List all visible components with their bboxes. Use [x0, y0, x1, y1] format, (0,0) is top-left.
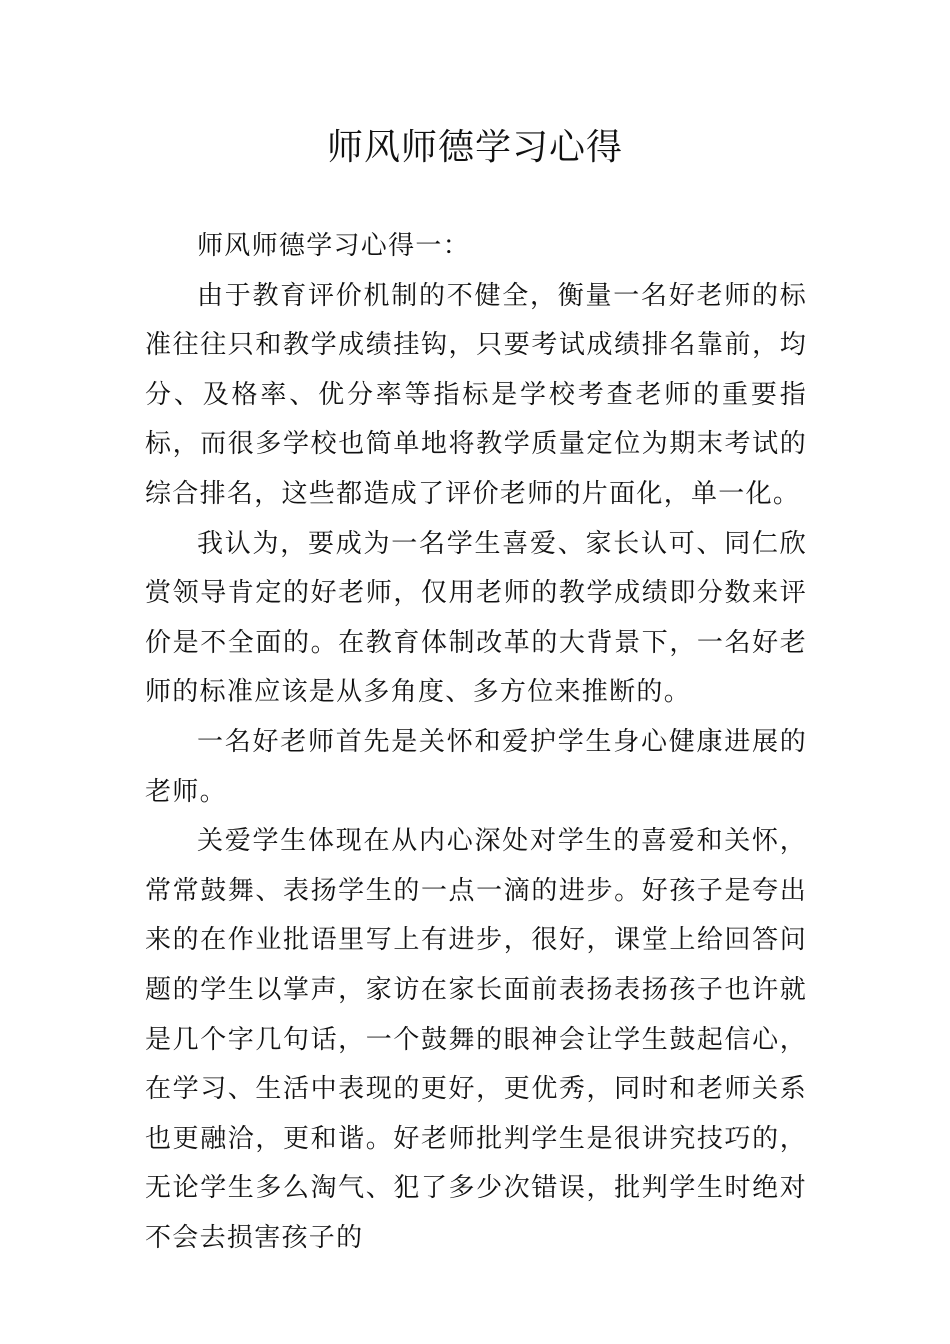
- document-title: 师风师德学习心得: [326, 127, 623, 168]
- paragraph-1: 由于教育评价机制的不健全，衡量一名好老师的标准往往只和教学成绩挂钩，只要考试成绩排名靠前，均分、及格率、优分率等指标是学校考查老师的重要指标，而很多学校也简单地将教学质量定位为期末考试的综合排名，这些都造成了评价老师的片面化，单一化。: [145, 280, 807, 509]
- paragraph-3: 一名好老师首先是关怀和爱护学生身心健康进展的老师。: [145, 726, 807, 807]
- paragraph-subtitle: 师风师德学习心得一：: [197, 231, 471, 261]
- document-body: [145, 222, 807, 1263]
- paragraph-4: 关爱学生体现在从内心深处对学生的喜爱和关怀，常常鼓舞、表扬学生的一点一滴的进步。好孩子是夸出来的在作业批语里写上有进步，很好，课堂上给回答问题的学生以掌声，家访在家长面前表扬表扬孩子也许就是几个字几句话，一个鼓舞的眼神会让学生鼓起信心，在学习、生活中表现的更好，更优秀，同时和老师关系也更融洽，更和谐。好老师批判学生是很讲究技巧的，无论学生多么淘气、犯了多少次错误，批判学生时绝对不会去损害孩子的: [145, 826, 807, 1253]
- paragraph-2: 我认为，要成为一名学生喜爱、家长认可、同仁欣赏领导肯定的好老师，仅用老师的教学成绩即分数来评价是不全面的。在教育体制改革的大背景下，一名好老师的标准应该是从多角度、多方位来推断的。: [145, 528, 807, 708]
